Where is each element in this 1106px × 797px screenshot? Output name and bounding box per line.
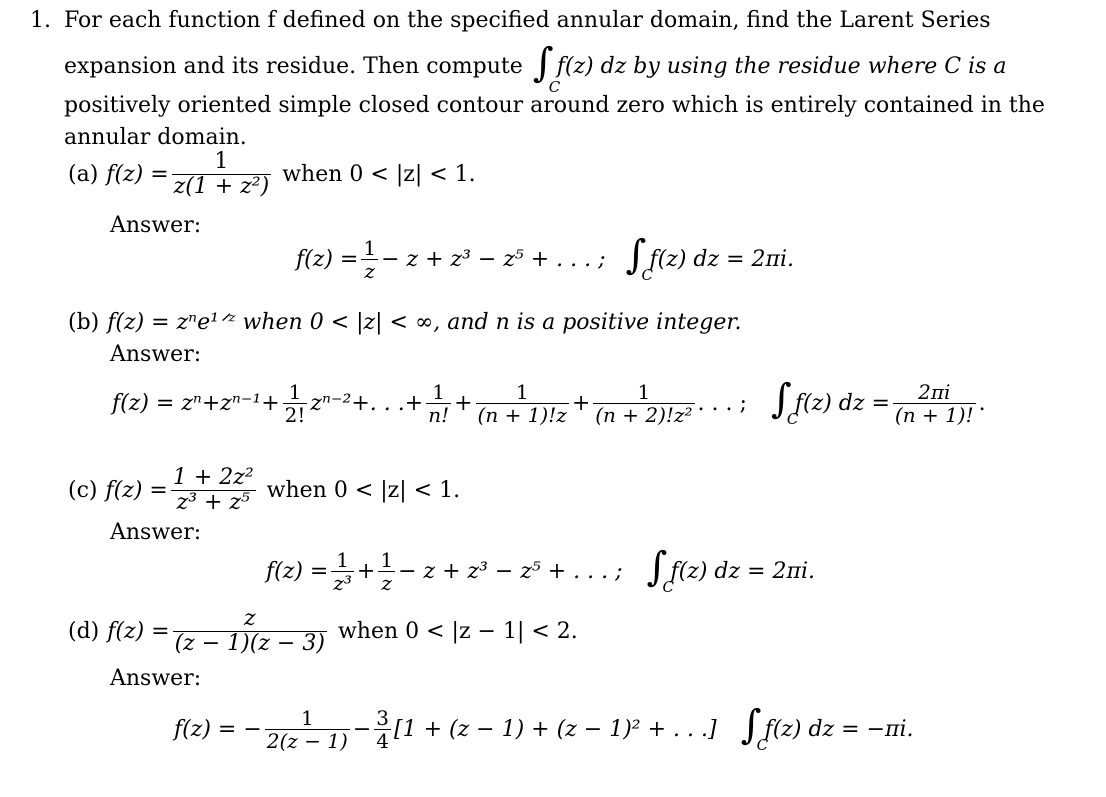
part-b-term-1: [283, 381, 308, 426]
part-b-text: f(z) = zⁿe¹ᐟᶻ when 0 < |z| < ∞, and n is a positive integer.: [107, 310, 742, 335]
part-c-contour: C: [662, 578, 675, 596]
part-a-answer-lhs: f(z) =: [296, 246, 359, 272]
part-b-residue: [893, 381, 976, 426]
part-b-t1-den: 2!: [284, 402, 306, 427]
part-c-answer: f(z) = $\frac{1}{\text{z³}}$ + $\frac{1}{z}$ − z + z³ − z⁵ + . . . ; ∫ C f(z) dz = 2πi.: [266, 544, 816, 596]
part-a-question: [68, 150, 476, 199]
part-d-a2-den: 4: [376, 728, 390, 753]
part-c-answer-term-2: [378, 549, 395, 594]
part-d-fraction: [173, 607, 327, 656]
part-c-a1-num: 1: [331, 549, 354, 572]
part-c-a1-den: z³: [333, 570, 352, 595]
part-c-answer-series: − z + z³ − z⁵ + . . . ;: [398, 558, 623, 584]
part-d-den: (z − 1)(z − 3): [174, 631, 325, 656]
part-b-label: (b): [68, 310, 100, 335]
intro-line-3: positively oriented simple closed contour around zero which is entirely contained in the: [64, 93, 1045, 118]
part-a-domain: when 0 < |z| < 1.: [282, 162, 476, 187]
part-c-integral-icon: ∫ C: [646, 544, 675, 596]
part-c-domain: when 0 < |z| < 1.: [266, 478, 461, 503]
part-d-a1-num: 1: [265, 707, 350, 730]
intro-line-2a: expansion and its residue. Then compute: [64, 54, 523, 79]
part-b-res-num: 2πi: [893, 381, 976, 404]
part-b-answer-label: Answer:: [110, 342, 202, 367]
part-b-term-4: [593, 381, 694, 426]
intro-line-4: annular domain.: [64, 125, 247, 150]
part-b-term-1-rest: zⁿ⁻²+. . .+: [310, 390, 424, 416]
part-a-num: 1: [172, 150, 272, 175]
part-c-a2-den: z: [381, 570, 392, 595]
part-d-answer-series: [1 + (z − 1) + (z − 1)² + . . .]: [394, 716, 717, 742]
part-a-integral-value: f(z) dz = 2πi.: [649, 246, 795, 272]
part-c-fraction: [171, 466, 256, 515]
part-b-t4-den: (n + 2)!z²: [595, 402, 693, 427]
part-c-answer-label: Answer:: [110, 520, 202, 545]
part-d-answer-term-2: [374, 707, 391, 752]
part-a-fraction: [172, 150, 272, 199]
part-d-answer-label: Answer:: [110, 666, 202, 691]
part-b-res-den: (n + 1)!: [894, 402, 974, 427]
intro-line-1: For each function f defined on the specified annular domain, find the Larent Series: [64, 8, 991, 33]
part-c-integral-value: f(z) dz = 2πi.: [670, 558, 816, 584]
problem-number: 1.: [30, 8, 51, 33]
part-b-question: [68, 310, 741, 335]
part-b-integral-value: f(z) dz =: [794, 390, 890, 416]
part-b-term-3: [476, 381, 569, 426]
part-d-label: (d): [68, 619, 100, 644]
part-c-question: [68, 466, 460, 515]
part-d-integral-icon: ∫ C: [740, 702, 769, 754]
part-b-t4-num: 1: [593, 381, 694, 404]
part-d-a2-num: 3: [376, 705, 390, 730]
part-d-contour: C: [756, 736, 769, 754]
part-c-answer-term-1: [331, 549, 354, 594]
part-c-answer-lhs: f(z) =: [266, 558, 329, 584]
part-d-answer-lhs: f(z) = −: [174, 716, 262, 742]
part-b-contour: C: [786, 410, 799, 428]
part-d-answer-term-1: [265, 707, 350, 752]
part-d-answer: f(z) = − $\frac{1}{2(z - 1)}$ − $\frac{3}{4}$ [1 + (z − 1) + (z − 1)² + . . .] ∫ C f(z) dz = −πi.: [174, 702, 914, 754]
part-a-answer-series: − z + z³ − z⁵ + . . . ;: [381, 246, 606, 272]
part-b-answer-lhs: f(z) = zⁿ+zⁿ⁻¹+: [112, 390, 280, 416]
part-d-a1-den: 2(z − 1): [266, 728, 348, 753]
integral-symbol: ∫ C: [531, 42, 557, 92]
part-a-label: (a): [68, 162, 99, 187]
part-c-a2-num: 1: [380, 547, 394, 572]
contour-label: C: [548, 78, 561, 96]
part-a-den: z(1 + z²): [173, 174, 270, 199]
intro-line-2b: f(z) dz by using the residue where C is a: [556, 54, 1007, 79]
part-b-term-2: [426, 381, 451, 426]
part-c-den: z³ + z⁵: [176, 490, 250, 515]
part-a-answer-label: Answer:: [110, 213, 202, 238]
part-b-t2-den: n!: [428, 402, 450, 427]
part-b-integral-icon: ∫ C: [770, 376, 799, 428]
part-a-integral-icon: ∫ C: [625, 232, 654, 284]
part-a-answer-fraction: [361, 237, 378, 282]
part-d-question: [68, 607, 578, 656]
intro-line-2: [64, 40, 1007, 96]
part-d-domain: when 0 < |z − 1| < 2.: [337, 619, 578, 644]
part-b-tail: . . . ;: [697, 390, 747, 416]
part-b-t1-num: 1: [283, 381, 308, 404]
part-c-label: (c): [68, 478, 98, 503]
part-c-num: 1 + 2z²: [172, 465, 254, 490]
part-a-contour: C: [641, 266, 654, 284]
part-a-answer-num: 1: [363, 235, 377, 260]
part-b-t2-num: 1: [426, 381, 451, 404]
part-a-answer: [296, 234, 794, 284]
part-b-t3-den: (n + 1)!z: [477, 402, 567, 427]
part-a-lhs: f(z) =: [106, 162, 169, 187]
part-c-lhs: f(z) =: [105, 478, 168, 503]
part-d-num: z: [173, 607, 327, 632]
part-a-answer-den: z: [364, 258, 375, 283]
part-d-integral-value: f(z) dz = −πi.: [764, 716, 914, 742]
part-b-t3-num: 1: [476, 381, 569, 404]
part-d-lhs: f(z) =: [107, 619, 170, 644]
part-b-answer: f(z) = zⁿ+zⁿ⁻¹+ $\frac{1}{2!}$ zⁿ⁻²+. . .+ $\frac{1}{n!}$ + $\frac{1}{(n + 1)!z}$ + $\frac{1}{\text{(n + 2)!z²}}$ . . . ; ∫ C f(z) dz = $\frac{2\pi i}{(n + 1)!}$ .: [112, 376, 986, 428]
